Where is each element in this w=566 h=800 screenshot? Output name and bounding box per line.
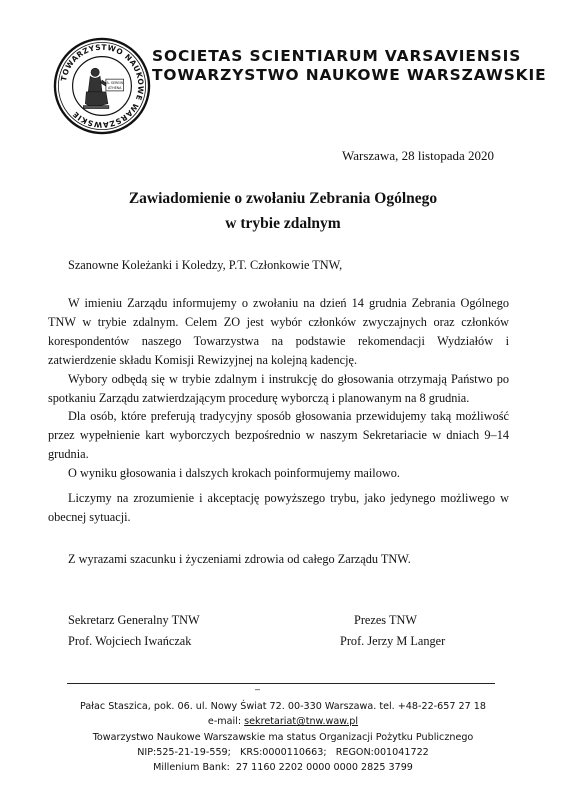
footer-bank: Millenium Bank: 27 1160 2202 0000 0000 2825 3799 bbox=[153, 762, 413, 774]
footer-ids: NIP:525-21-19-559; KRS:0000110663; REGON:001041722 bbox=[137, 746, 429, 758]
seal-inner-text-2: ATHENA bbox=[108, 85, 122, 90]
org-name-polish: TOWARZYSTWO NAUKOWE WARSZAWSKIE bbox=[152, 66, 547, 84]
signature-president bbox=[340, 610, 445, 652]
body-paragraph: W imieniu Zarządu informujemy o zwołaniu na dzień 14 grudnia Zebrania Ogólnego TNW w trybie zdalnym. Celem ZO jest wybór członków zwyczajnych oraz członków korespondentów naszego Towarzystwa na podstawie rekomendacji Wydziałów i zatwierdzenie składu Komisji Rewizyjnej na kolejną kadencję. bbox=[48, 296, 509, 367]
closing-paragraph: Liczymy na zrozumienie i akceptację powyższego trybu, jako jedynego możliwego w obecnej sytuacji. bbox=[48, 491, 509, 524]
signature-secretary bbox=[68, 610, 200, 652]
seal-ring-text: TOWARZYSTWO NAUKOWE WARSZAWSKIE bbox=[59, 42, 146, 130]
signature-name: Prof. Wojciech Iwańczak bbox=[68, 634, 192, 648]
footer-email-label: e-mail: bbox=[207, 716, 245, 728]
regards-line: Z wyrazami szacunku i życzeniami zdrowia od całego Zarządu TNW. bbox=[68, 552, 411, 566]
society-seal-logo bbox=[53, 37, 151, 135]
org-name-latin: SOCIETAS SCIENTIARUM VARSAVIENSIS bbox=[152, 47, 522, 65]
body-paragraph: O wyniku głosowania i dalszych krokach poinformujemy mailowo. bbox=[68, 466, 400, 481]
letter-title-line-2: w trybie zdalnym bbox=[225, 215, 341, 232]
footer-contact bbox=[0, 699, 566, 775]
footer-status: Towarzystwo Naukowe Warszawskie ma status Organizacji Pożytku Publicznego bbox=[92, 731, 474, 743]
signature-role: Prezes TNW bbox=[354, 613, 417, 627]
letter-body bbox=[48, 294, 509, 483]
footer-address: Pałac Staszica, pok. 06. ul. Nowy Świat 72. 00-330 Warszawa. tel. +48-22-657 27 18 bbox=[80, 701, 486, 712]
footer-email-link[interactable]: sekretariat@tnw.waw.pl bbox=[244, 716, 359, 728]
signature-name: Prof. Jerzy M Langer bbox=[340, 634, 446, 648]
body-paragraph: Dla osób, które preferują tradycyjny sposób głosowania przewidujemy taką możliwość przez wypełnienie kart wyborczych bezpośrednio w naszym Sekretariacie w dniach 9–14 grudnia. bbox=[48, 409, 509, 462]
letter-title-line-1: Zawiadomienie o zwołaniu Zebrania Ogólnego bbox=[128, 190, 438, 207]
footer-email-line bbox=[0, 714, 566, 729]
letter-date: Warszawa, 28 listopada 2020 bbox=[342, 148, 495, 163]
salutation: Szanowne Koleżanki i Koledzy, P.T. Członkowie TNW, bbox=[68, 258, 343, 272]
footer-divider bbox=[67, 683, 495, 684]
body-paragraph: Wybory odbędą się w trybie zdalnym i instrukcję do głosowania otrzymają Państwo po spotkaniu Zarządu zatwierdzającym procedurę wyborczą i planowanym na 8 grudnia. bbox=[48, 371, 509, 405]
letterhead bbox=[152, 47, 547, 85]
footer-dash: – bbox=[255, 684, 261, 694]
signature-role: Sekretarz Generalny TNW bbox=[68, 613, 200, 627]
seal-inner-text-1: A. SEREIN bbox=[106, 81, 123, 86]
